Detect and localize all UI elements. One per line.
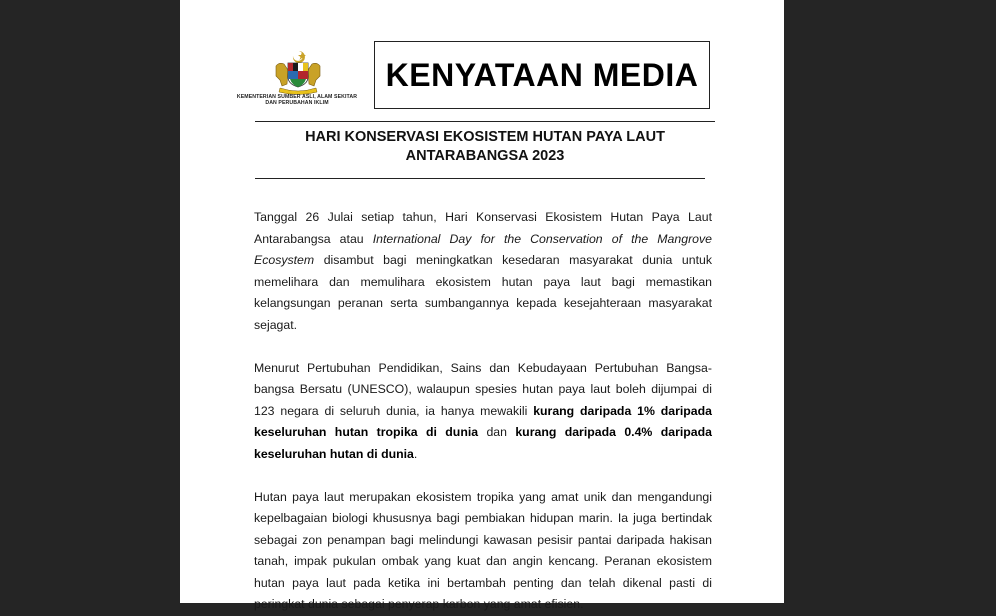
paragraph-1-text-c: disambut bagi meningkatkan kesedaran masyarakat dunia untuk memelihara dan memulihara ekosistem hutan paya laut bagi memastikan kelangsungan peranan serta sumbangannya kepada kesejahteraan masyarakat sejagat. [254,253,712,332]
media-statement-title: KENYATAAN MEDIA [385,56,699,93]
paragraph-1-text-a: Tanggal 26 Julai setiap tahun, Hari Konservasi Ekosistem Hutan Paya Laut Antarabangsa atau [254,210,712,246]
paragraph-3 [254,487,712,616]
media-statement-box [374,41,710,109]
document-page [180,0,784,611]
paragraph-2-text-c: dan [478,425,516,439]
malaysia-coat-of-arms-icon [272,50,324,94]
press-heading [255,128,715,166]
paragraph-2-bold-2: kurang daripada 0.4% daripada keseluruhan hutan di dunia [254,425,712,461]
paragraph-3-text: Hutan paya laut merupakan ekosistem tropika yang amat unik dan mengandungi kepelbagaian biologi khususnya bagi pembiakan hidupan marin. Ia juga bertindak sebagai zon penampan bagi melindungi kawasan pesisir pantai daripada hakisan tanah, impak pukulan ombak yang kuat dan angin kencang. Peranan ekosistem hutan paya laut pada ketika ini bertambah penting dan telah dikenal pasti di peringkat dunia sebagai penyerap karbon yang amat efisien. [254,489,712,611]
ministry-name [232,94,362,106]
paragraph-1 [254,207,712,336]
paragraph-2-bold-1: kurang daripada 1% daripada keseluruhan hutan tropika di dunia [254,403,712,439]
press-heading-line-2: ANTARABANGSA 2023 [405,148,565,164]
paragraph-2-text-e: . [413,446,418,461]
press-body [254,207,712,616]
top-divider [255,121,715,122]
ministry-name-line-1: KEMENTERIAN SUMBER ASLI, ALAM SEKITAR [236,94,358,100]
paragraph-2-text-a: Menurut Pertubuhan Pendidikan, Sains dan Kebudayaan Pertubuhan Bangsa-bangsa Bersatu (UNESCO), walaupun spesies hutan paya laut boleh dijumpai di 123 negara di seluruh dunia, ia hanya mewakili [254,360,712,418]
paragraph-1-italic-term: International Day for the Conservation of the Mangrove Ecosystem [254,231,712,267]
ministry-name-line-2: DAN PERUBAHAN IKLIM [265,100,329,106]
ministry-logo [232,50,362,110]
paragraph-2 [254,358,712,466]
press-heading-line-1: HARI KONSERVASI EKOSISTEM HUTAN PAYA LAUT [305,129,665,145]
heading-divider [255,178,705,179]
